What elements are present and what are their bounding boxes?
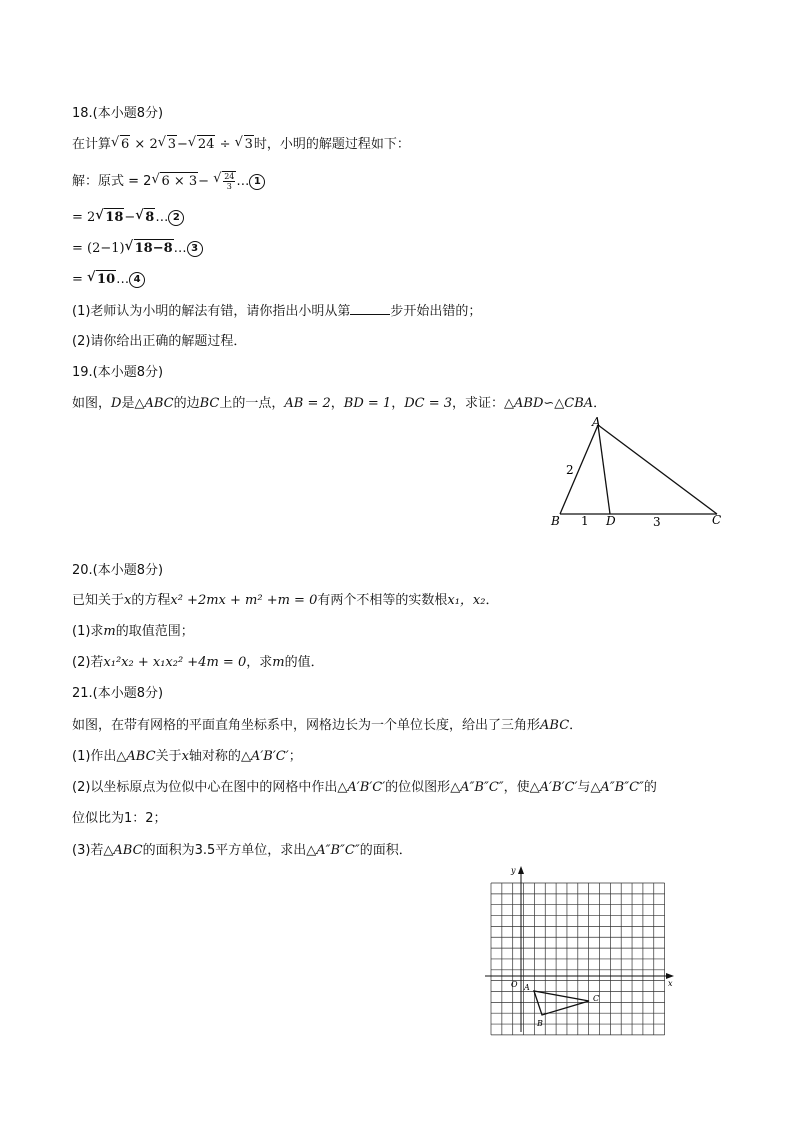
- q21-part1: (1)作出△ABC关于x轴对称的△A′B′C′；: [72, 749, 302, 764]
- dots: …: [116, 272, 130, 287]
- q18-step4: [72, 270, 145, 289]
- label-dc-length: 3: [653, 515, 661, 529]
- label-ab-length: 2: [566, 463, 574, 477]
- sqrt-24: √ 24: [188, 135, 216, 154]
- q21-part3: (3)若△ABC的面积为3.5平方单位，求出△A″B″C″的面积．: [72, 843, 412, 858]
- sqrt-6: √ 6: [111, 135, 130, 154]
- q18-step3: [72, 239, 203, 258]
- label-b: B: [551, 514, 560, 528]
- q18-intro-post: 时，小明的解题过程如下：: [253, 137, 410, 152]
- q18-header: 18.(本小题8分): [72, 106, 164, 121]
- dots: …: [236, 174, 250, 189]
- step-marker-1: 1: [249, 174, 265, 190]
- origin-label: O: [511, 980, 518, 989]
- side-ac: [598, 425, 717, 514]
- sqrt-6x3: √ 6 × 3: [151, 172, 198, 191]
- q19-text: 如图，D是△ABC的边BC上的一点，AB = 2，BD = 1，DC = 3，求证：△ABD∽△CBA．: [72, 396, 607, 411]
- sqrt-8: √ 8: [135, 208, 155, 227]
- q18-intro: [72, 135, 410, 154]
- label-d: D: [606, 514, 616, 528]
- y-axis-label: y: [511, 866, 516, 875]
- step-marker-2: 2: [168, 210, 184, 226]
- q20-header: 20.(本小题8分): [72, 563, 164, 578]
- q20-part2: (2)若x₁²x₂ + x₁x₂² +4m = 0，求m的值．: [72, 655, 324, 670]
- sqrt-18: √ 18: [95, 208, 124, 227]
- step-marker-4: 4: [129, 272, 145, 288]
- sqrt-18-8: √ 18−8: [125, 239, 174, 258]
- q18-part1-post: 步开始出错的；: [390, 304, 482, 319]
- eq-3: = (2−1): [72, 241, 125, 256]
- triangle-figure: [545, 415, 730, 535]
- q18-intro-pre: 在计算: [72, 137, 112, 152]
- dots: …: [155, 210, 169, 225]
- grid-lines: [491, 883, 665, 1035]
- sqrt-3: √ 3: [158, 135, 177, 154]
- q20-part1: (1)求m的取值范围；: [72, 624, 194, 639]
- q21-header: 21.(本小题8分): [72, 686, 164, 701]
- minus-sign: −: [198, 174, 210, 189]
- q18-part2: (2)请你给出正确的解题过程．: [72, 334, 247, 349]
- frac-den: 3: [226, 182, 232, 191]
- label-a: A: [592, 415, 601, 429]
- x-axis-label: x: [668, 979, 673, 988]
- sqrt-3b: √ 3: [235, 135, 254, 154]
- q21-intro: 如图，在带有网格的平面直角坐标系中，网格边长为一个单位长度，给出了三角形ABC．: [72, 718, 583, 733]
- point-a-label: A: [524, 983, 530, 992]
- q18-part1: [72, 302, 481, 321]
- answer-blank[interactable]: [350, 302, 390, 315]
- q18-step2: [72, 208, 184, 227]
- triangle-abc: [534, 991, 589, 1015]
- divide-sign: ÷: [215, 137, 235, 152]
- step-marker-3: 3: [187, 241, 203, 257]
- y-axis-arrow: [518, 866, 524, 874]
- q21-part2: (2)以坐标原点为位似中心在图中的网格中作出△A′B′C′的位似图形△A″B″C″，使△A′B′C′与△A″B″C″的: [72, 780, 657, 795]
- label-bd-length: 1: [581, 514, 589, 528]
- frac-num: √ 24: [224, 172, 235, 181]
- solution-label: 解：原式 = 2: [72, 174, 152, 189]
- sqrt-10: √ 10: [87, 270, 116, 289]
- sqrt-frac: [213, 171, 236, 191]
- dots: …: [173, 241, 187, 256]
- q18-part1-pre: (1)老师认为小明的解法有错，请你指出小明从第: [72, 304, 351, 319]
- point-b-label: B: [537, 1019, 543, 1028]
- times-2: × 2: [130, 137, 158, 152]
- q21-part2-line2: 位似比为1：2；: [72, 811, 167, 826]
- point-c-label: C: [593, 994, 600, 1003]
- minus-sign: −: [177, 137, 188, 152]
- coordinate-grid-figure: [480, 862, 680, 1037]
- label-c: C: [712, 513, 722, 527]
- minus-sign: −: [124, 210, 136, 225]
- q20-text: 已知关于x的方程x² +2mx + m² +m = 0有两个不相等的实数根x₁，x₂．: [72, 593, 499, 608]
- q19-header: 19.(本小题8分): [72, 365, 164, 380]
- side-ad: [598, 425, 610, 514]
- eq-4: =: [72, 272, 88, 287]
- q18-step1: [72, 171, 265, 191]
- eq-2: = 2: [72, 210, 96, 225]
